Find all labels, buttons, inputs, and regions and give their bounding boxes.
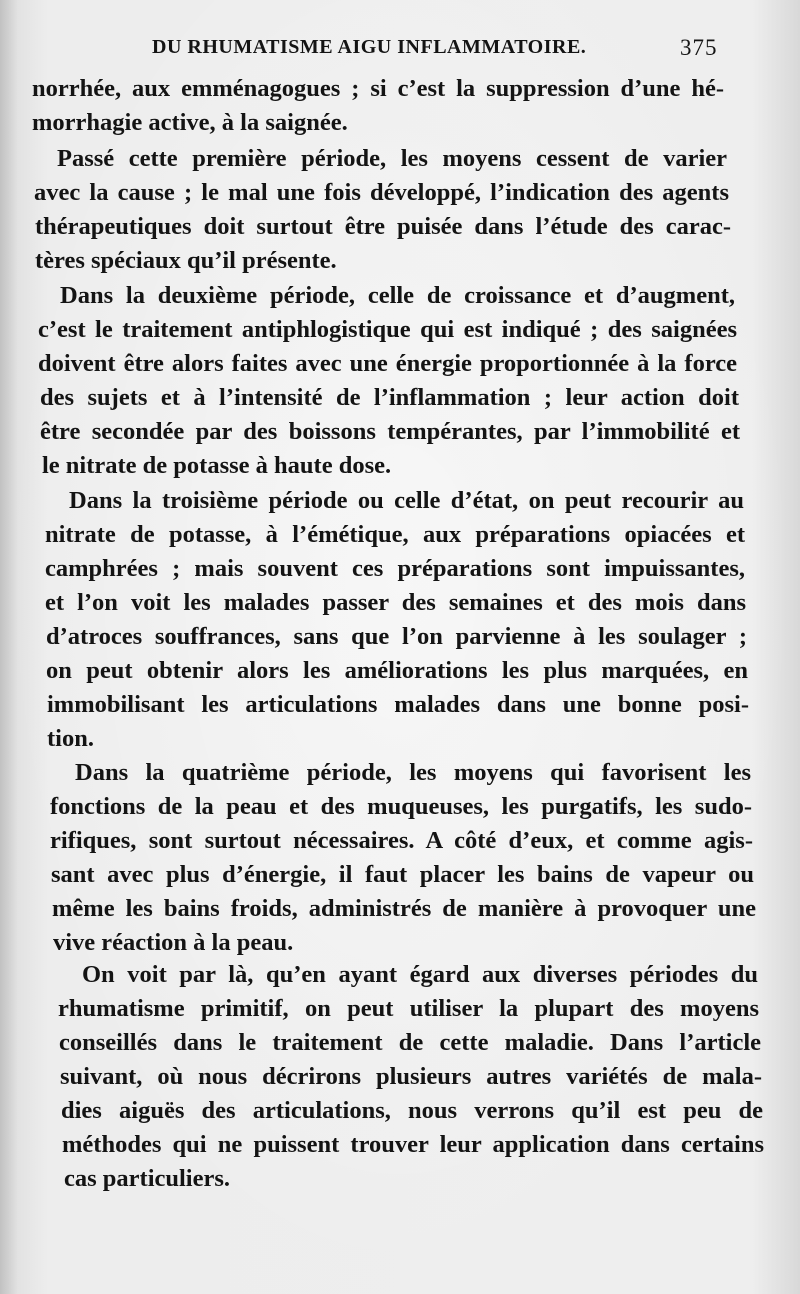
text-line: Dans la deuxième période, celle de croissance et d’augment, [60,282,735,309]
text-line: fonctions de la peau et des muqueuses, les purgatifs, les sudo- [50,793,752,820]
text-line: Dans la quatrième période, les moyens qui favorisent les [75,759,751,786]
text-line: camphrées ; mais souvent ces préparations sont impuissantes, [45,555,745,582]
text-line: avec la cause ; le mal une fois développé, l’indication des agents [34,179,729,206]
running-title: DU RHUMATISME AIGU INFLAMMATOIRE. [152,36,587,58]
text-line: Passé cette première période, les moyens cessent de varier [57,145,727,172]
page-fold-shadow [0,0,18,1294]
text-line: norrhée, aux emménagogues ; si c’est la suppression d’une hé- [32,75,724,102]
text-line: dies aiguës des articulations, nous verrons qu’il est peu de [61,1097,763,1124]
text-line: immobilisant les articulations malades dans une bonne posi- [47,691,749,718]
text-line: d’atroces souffrances, sans que l’on parvienne à les soulager ; [46,623,747,650]
text-line: rhumatisme primitif, on peut utiliser la plupart des moyens [58,995,759,1022]
text-line: nitrate de potasse, à l’émétique, aux préparations opiacées et [45,521,745,548]
text-line: méthodes qui ne puissent trouver leur application dans certains [62,1131,764,1158]
text-line: on peut obtenir alors les améliorations les plus marquées, en [46,657,748,684]
text-line: c’est le traitement antiphlogistique qui est indiqué ; des saignées [38,316,737,343]
running-head [0,36,800,68]
text-line: sant avec plus d’énergie, il faut placer les bains de vapeur ou [51,861,754,888]
text-line: cas particuliers. [64,1165,231,1192]
text-line: être secondée par des boissons tempérantes, par l’immobilité et [40,418,740,445]
text-line: Dans la troisième période ou celle d’état, on peut recourir au [69,487,744,514]
text-line: On voit par là, qu’en ayant égard aux diverses périodes du [82,961,758,988]
text-line: thérapeutiques doit surtout être puisée dans l’étude des carac- [35,213,731,240]
text-line: des sujets et à l’intensité de l’inflammation ; leur action doit [40,384,739,411]
text-line: rifiques, sont surtout nécessaires. A côté d’eux, et comme agis- [50,827,753,854]
text-line: conseillés dans le traitement de cette maladie. Dans l’article [59,1029,761,1056]
page-number: 375 [680,35,718,60]
text-line: tères spéciaux qu’il présente. [35,247,337,274]
text-line: même les bains froids, administrés de manière à provoquer une [52,895,756,922]
text-line: suivant, où nous décrirons plusieurs autres variétés de mala- [60,1063,762,1090]
text-line: doivent être alors faites avec une énergie proportionnée à la force [38,350,737,377]
text-line: et l’on voit les malades passer des semaines et des mois dans [45,589,746,616]
text-line: tion. [47,725,94,752]
text-line: morrhagie active, à la saignée. [32,109,348,136]
text-line: vive réaction à la peau. [53,929,294,956]
text-line: le nitrate de potasse à haute dose. [42,452,392,479]
